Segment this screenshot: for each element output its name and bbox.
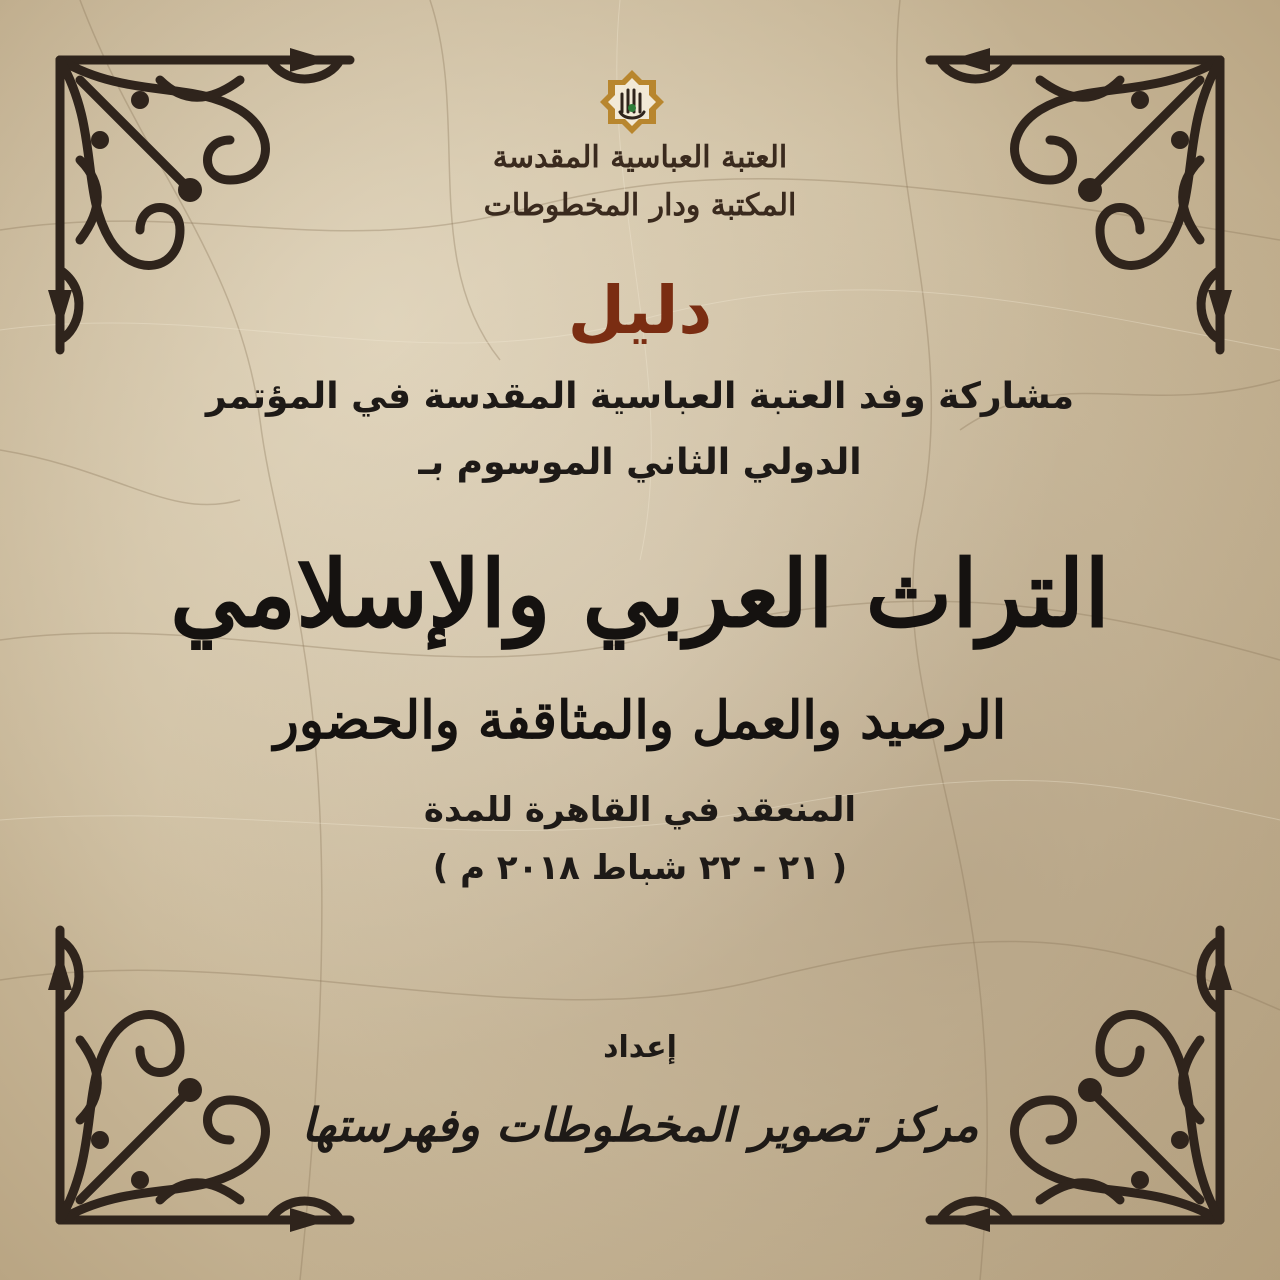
corner-ornament-bottom-right <box>910 910 1240 1240</box>
shrine-logo-icon <box>596 66 668 138</box>
conference-subtitle: الرصيد والعمل والمثاقفة والحضور <box>273 690 1007 751</box>
intro-line-2: الدولي الثاني الموسوم بـ <box>418 442 862 483</box>
prepared-by-name: مركز تصوير المخطوطات وفهرستها <box>301 1098 979 1152</box>
conference-venue: المنعقد في القاهرة للمدة <box>423 790 857 830</box>
institution-name: العتبة العباسية المقدسة <box>492 140 788 175</box>
corner-ornament-bottom-left <box>40 910 370 1240</box>
conference-title: التراث العربي والإسلامي <box>170 540 1110 648</box>
conference-dates: ( ٢١ - ٢٢ شباط ٢٠١٨ م ) <box>432 848 848 888</box>
intro-line-1: مشاركة وفد العتبة العباسية المقدسة في المؤتمر <box>205 376 1075 417</box>
library-name: المكتبة ودار المخطوطات <box>483 188 797 223</box>
cover-heading: دليل <box>567 272 713 349</box>
prepared-by-label: إعداد <box>603 1030 677 1065</box>
